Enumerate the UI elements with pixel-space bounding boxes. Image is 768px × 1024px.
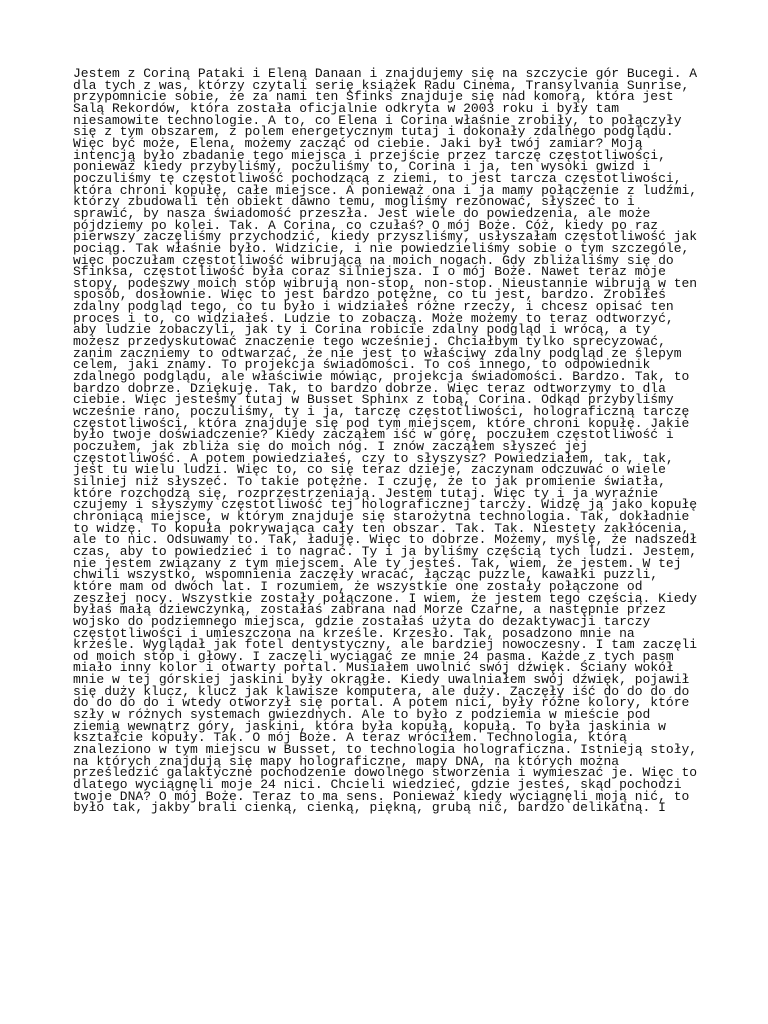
text-line: bardzo dobrze. Dziękuję. Tak, to bardzo dobrze. Więc teraz odtworzymy to dla bbox=[73, 380, 666, 396]
text-line: to widzę. To kopuła pokrywająca cały ten obszar. Tak. Tak. Niestety zakłócenia, bbox=[73, 520, 690, 536]
text-line: poczuliśmy tę częstotliwość pochodzącą z ziemi, to jest tarcza częstotliwości, bbox=[73, 170, 682, 186]
text-line: jest tu wielu ludzi. Więc to, co się teraz dzieje, zaczynam odczuwać o wiele bbox=[73, 462, 666, 478]
text-line: stopy, podeszwy moich stóp wibrują non-stop, non-stop. Nieustannie wibrują w ten bbox=[73, 275, 698, 291]
text-line: celem, jaki znamy. To projekcja świadomości. To coś innego, to odpowiednik bbox=[73, 357, 651, 373]
text-line: ziemią wewnątrz góry, jaskini, która była kopułą, kopułą. To była jaskinia w bbox=[73, 718, 666, 734]
text-line: aby ludzie zobaczyli, jak ty i Corina robicie zdalny podgląd i wrócą, a ty bbox=[73, 322, 651, 338]
text-line: czas, aby to powiedzieć i to nagrać. Ty i ja byliśmy częścią tych ludzi. Jestem, bbox=[73, 543, 698, 559]
text-line: zdalny podgląd tego, co tu było i widziałeś różne rzeczy, i chcesz opisać ten bbox=[73, 299, 674, 315]
text-line: możesz przedyskutować znaczenie tego wcześniej. Chciałbym tylko sprecyzować, bbox=[73, 334, 666, 350]
text-line: do do do do i wtedy otworzył się portal. A potem nici, były różne kolory, które bbox=[73, 695, 690, 711]
text-line: twoje DNA? O mój Boże. Teraz to ma sens. Ponieważ kiedy wyciągnęli moją nić, to bbox=[73, 788, 690, 804]
text-line: poczułem, jak zbliża się do moich nóg. I znów zacząłem słyszeć jej bbox=[73, 439, 588, 454]
text-line: Więc być może, Elena, możemy zacząć od ciebie. Jaki był twój zamiar? Moją bbox=[73, 135, 643, 151]
text-line: która chroni kopułę, całe miejsce. A ponieważ ona i ja mamy połączenie z ludźmi, bbox=[73, 182, 698, 198]
text-line: sposób, dosłownie. Więc to jest bardzo potężne, co tu jest, bardzo. Zrobiłeś bbox=[73, 287, 666, 303]
text-line: byłaś małą dziewczynką, zostałaś zabrana nad Morze Czarne, a następnie przez bbox=[73, 602, 666, 618]
text-line: Jestem z Coriną Pataki i Eleną Danaan i znajdujemy się na szczycie gór Bucegi. A bbox=[73, 66, 698, 81]
text-line: miało inny kolor i otwarty portal. Musiałem uwolnić swój dźwięk. Ściany wokół bbox=[73, 660, 674, 676]
document-body-text bbox=[73, 68, 703, 814]
text-line: intencją było zbadanie tego miejsca i przejście przez tarczę częstotliwości, bbox=[73, 147, 666, 163]
text-line: czujemy i słyszymy częstotliwość tej holograficznej tarczy. Widzę ją jako kopułę bbox=[73, 497, 698, 513]
text-line: zdalnego podglądu, ale właściwie mówiąc, projekcja świadomości. Bardzo. Tak, to bbox=[73, 369, 690, 385]
text-line: silniej niż słyszeć. To takie potężne. I czuję, że to jak promienie światła, bbox=[73, 473, 666, 489]
text-line: dlatego wyciągnęli moje 24 nici. Chcieli wiedzieć, gdzie jesteś, skąd pochodzi bbox=[73, 777, 682, 793]
text-line: pójdziemy po kolei. Tak. A Corina, co czułaś? O mój Boże. Cóż, kiedy po raz bbox=[73, 217, 659, 233]
text-line: Sfinksa, częstotliwość była coraz silniejsza. I o mój Boże. Nawet teraz moje bbox=[73, 264, 666, 280]
text-line: zanim zaczniemy to odtwarzać, że nie jest to właściwy zdalny podgląd ze ślepym bbox=[73, 345, 682, 361]
text-line: proces i to, co widziałeś. Ludzie to zobaczą. Może możemy to teraz odtworzyć, bbox=[73, 310, 674, 326]
text-line: Salą Rekordów, która została oficjalnie odkryta w 2003 roku i były tam bbox=[73, 100, 620, 116]
text-line: ale to nic. Odsuwamy to. Tak, ładuję. Więc to dobrze. Możemy, myślę, że nadszedł bbox=[73, 532, 698, 548]
text-line: sprawić, by nasza świadomość przeszła. Jest wiele do powiedzenia, ale może bbox=[73, 205, 651, 221]
text-line: wojsko do podziemnego miejsca, gdzie zostałaś użyta do dezaktywacji tarczy bbox=[73, 613, 651, 629]
text-line: nie jestem związany z tym miejscem. Ale ty jesteś. Tak, wiem, że jestem. W tej bbox=[73, 555, 682, 571]
text-line: było tak, jakby brali cienką, cienką, piękną, grubą nić, bardzo delikatną. I bbox=[73, 800, 666, 816]
text-line: ponieważ kiedy przybyliśmy, poczuliśmy to, Corina i ja, ten wysoki gwizd i bbox=[73, 159, 651, 175]
text-line: więc poczułam częstotliwość wibrującą na moich nogach. Gdy zbliżaliśmy się do bbox=[73, 252, 674, 268]
text-line: kształcie kopuły. Tak. O mój Boże. A teraz wróciłem. Technologia, którą bbox=[73, 730, 627, 746]
text-line: się z tym obszarem, z polem energetycznym tutaj i dokonały zdalnego podglądu. bbox=[73, 124, 674, 140]
text-line: chroniącą miejsce, w którym znajduje się starożytna technologia. Tak, dokładnie bbox=[73, 508, 690, 524]
text-line: pociąg. Tak właśnie było. Widzicie, i nie powiedzieliśmy sobie o tym szczególe, bbox=[73, 240, 690, 256]
text-line: na których znajdują się mapy holograficzne, mapy DNA, na których można bbox=[73, 753, 620, 769]
text-line: częstotliwość. A potem powiedziałeś, czy to słyszysz? Powiedziałem, tak, tak, bbox=[73, 450, 674, 466]
text-line: które mam od dwóch lat. I rozumiem, że wszystkie one zostały połączone od bbox=[73, 578, 643, 594]
text-line: pierwszy zaczęliśmy przychodzić, kiedy przyszliśmy, usłyszałam częstotliwość jak bbox=[73, 229, 698, 245]
text-line: się duży klucz, klucz jak klawisze komputera, ale duży. Zaczęły iść do do do do bbox=[73, 683, 690, 699]
text-line: częstotliwości, która znajduje się pod tym miejscem, które chroni kopułę. Jakie bbox=[73, 415, 690, 431]
text-line: znaleziono w tym miejscu w Busset, to technologia holograficzna. Istnieją stoły, bbox=[73, 742, 698, 758]
text-line: prześledzić galaktyczne pochodzenie dowolnego stworzenia i wymieszać je. Więc to bbox=[73, 765, 698, 781]
text-line: było twoje doświadczenie? Kiedy zacząłem iść w górę, poczułem częstotliwość i bbox=[73, 427, 674, 443]
text-line: szły w różnych systemach gwiezdnych. Ale to było z podziemia w mieście pod bbox=[73, 707, 651, 723]
text-line: krześle. Wyglądał jak fotel dentystyczny, ale bardziej nowoczesny. I tam zaczęli bbox=[73, 637, 698, 653]
text-line: chwili wszystko, wspomnienia zaczęły wracać, łącząc puzzle, kawałki puzzli, bbox=[73, 567, 659, 583]
text-line: mnie w tej górskiej jaskini były okrągłe. Kiedy uwalniałem swój dźwięk, pojawił bbox=[73, 672, 690, 688]
text-line: częstotliwości i umieszczona na krześle. Krzesło. Tak, posadzono mnie na bbox=[73, 625, 635, 641]
text-line: dla tych z was, którzy czytali serię książek Radu Cinema, Transylvania Sunrise, bbox=[73, 77, 690, 93]
text-line: wcześnie rano, poczuliśmy, ty i ja, tarczę częstotliwości, holograficzną tarczę bbox=[73, 404, 690, 420]
text-line: ciebie. Więc jesteśmy tutaj w Busset Sphinx z tobą, Corina. Odkąd przybyliśmy bbox=[73, 392, 674, 408]
text-line: którzy zbudowali ten obiekt dawno temu, mogliśmy rezonować, słyszeć to i bbox=[73, 194, 635, 210]
text-line: zeszłej nocy. Wszystkie zostały połączone. I wiem, że jestem tego częścią. Kiedy bbox=[73, 590, 698, 606]
text-line: przypomnicie sobie, że za nami ten Sfinks znajduje się nad komorą, która jest bbox=[73, 89, 674, 105]
text-line: które rozchodzą się, rozprzestrzeniają. Jestem tutaj. Więc ty i ja wyraźnie bbox=[73, 485, 659, 501]
text-line: niesamowite technologie. A to, co Elena i Corina właśnie zrobiły, to połączyły bbox=[73, 112, 682, 128]
text-line: od moich stóp i głowy. I zaczęli wyciągać ze mnie 24 pasma. Każde z tych pasm bbox=[73, 648, 674, 664]
